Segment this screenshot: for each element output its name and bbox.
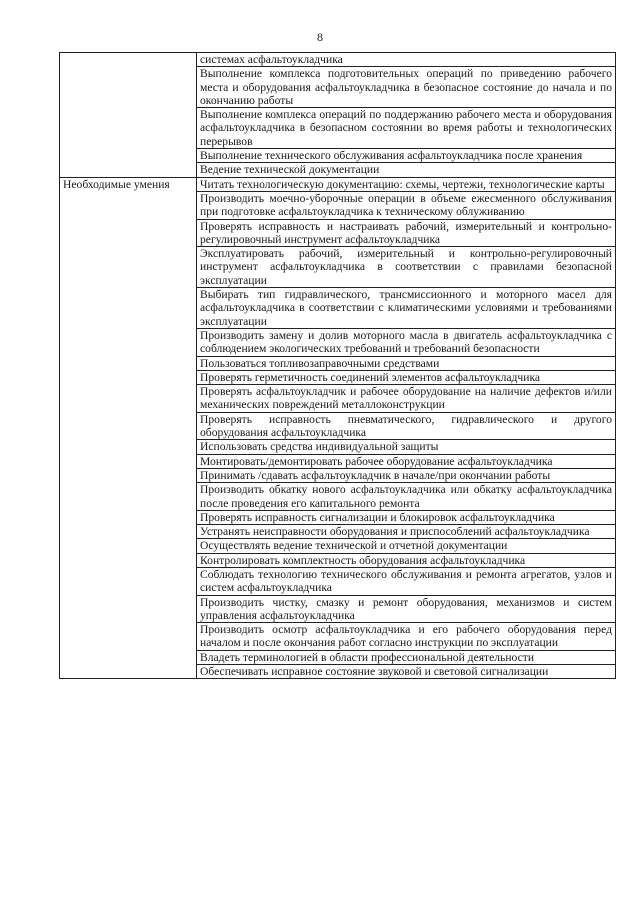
requirement-item: Контролировать комплектность оборудования асфальтоукладчика xyxy=(197,553,616,567)
requirement-item: Производить замену и долив моторного масла в двигатель асфальтоукладчика с соблюдением экологических требований и требований безопасности xyxy=(197,328,616,356)
requirement-item: Использовать средства индивидуальной защиты xyxy=(197,440,616,454)
requirement-item: Проверять герметичность соединений элементов асфальтоукладчика xyxy=(197,370,616,384)
requirement-item: Проверять исправность и настраивать рабочий, измерительный и контрольно-регулировочный инструмент асфальтоукладчика xyxy=(197,219,616,247)
requirement-item: Проверять исправность сигнализации и блокировок асфальтоукладчика xyxy=(197,510,616,524)
requirement-item: Выполнение технического обслуживания асфальтоукладчика после хранения xyxy=(197,149,616,163)
requirement-item: Проверять асфальтоукладчик и рабочее оборудование на наличие дефектов и/или механических повреждений металлоконструкции xyxy=(197,385,616,413)
requirement-item: Принимать /сдавать асфальтоукладчик в начале/при окончании работы xyxy=(197,468,616,482)
requirement-item: Устранять неисправности оборудования и приспособлений асфальтоукладчика xyxy=(197,525,616,539)
table-row xyxy=(60,53,616,67)
requirement-item: системах асфальтоукладчика xyxy=(197,53,616,67)
requirement-item: Монтировать/демонтировать рабочее оборудование асфальтоукладчика xyxy=(197,454,616,468)
requirement-item: Владеть терминологией в области профессиональной деятельности xyxy=(197,650,616,664)
requirement-item: Выполнение комплекса подготовительных операций по приведению рабочего места и оборудования асфальтоукладчика в безопасное состояние до начала и по окончанию работы xyxy=(197,67,616,108)
requirement-item: Производить осмотр асфальтоукладчика и его рабочего оборудования перед началом и после окончания работ согласно инструкции по эксплуатации xyxy=(197,623,616,651)
requirement-item: Выполнение комплекса операций по поддержанию рабочего места и оборудования асфальтоукладчика в безопасном состоянии во время работы и технологических перерывов xyxy=(197,108,616,149)
requirement-item: Производить чистку, смазку и ремонт оборудования, механизмов и систем управления асфальтоукладчика xyxy=(197,595,616,623)
section-label: Необходимые умения xyxy=(60,177,197,679)
requirement-item: Производить моечно-уборочные операции в объеме ежесменного обслуживания при подготовке асфальтоукладчика к техническому облуживанию xyxy=(197,191,616,219)
requirement-item: Эксплуатировать рабочий, измерительный и контрольно-регулировочный инструмент асфальтоукладчика в соответствии с правилами безопасной эксплуатации xyxy=(197,247,616,288)
requirement-item: Осуществлять ведение технической и отчетной документации xyxy=(197,539,616,553)
requirements-table xyxy=(59,52,616,679)
requirement-item: Производить обкатку нового асфальтоукладчика или обкатку асфальтоукладчика после проведения его капитального ремонта xyxy=(197,483,616,511)
requirement-item: Соблюдать технологию технического обслуживания и ремонта агрегатов, узлов и систем асфальтоукладчика xyxy=(197,567,616,595)
page-number: 8 xyxy=(317,30,323,44)
requirement-item: Ведение технической документации xyxy=(197,163,616,177)
table-body xyxy=(60,53,616,679)
requirement-item: Читать технологическую документацию: схемы, чертежи, технологические карты xyxy=(197,177,616,191)
section-label xyxy=(60,53,197,178)
table-row xyxy=(60,177,616,191)
requirement-item: Выбирать тип гидравлического, трансмиссионного и моторного масел для асфальтоукладчика в соответствии с климатическими условиями и требованиями эксплуатации xyxy=(197,288,616,329)
requirement-item: Пользоваться топливозаправочными средствами xyxy=(197,356,616,370)
requirement-item: Проверять исправность пневматического, гидравлического и другого оборудования асфальтоукладчика xyxy=(197,412,616,440)
requirement-item: Обеспечивать исправное состояние звуковой и световой сигнализации xyxy=(197,665,616,679)
